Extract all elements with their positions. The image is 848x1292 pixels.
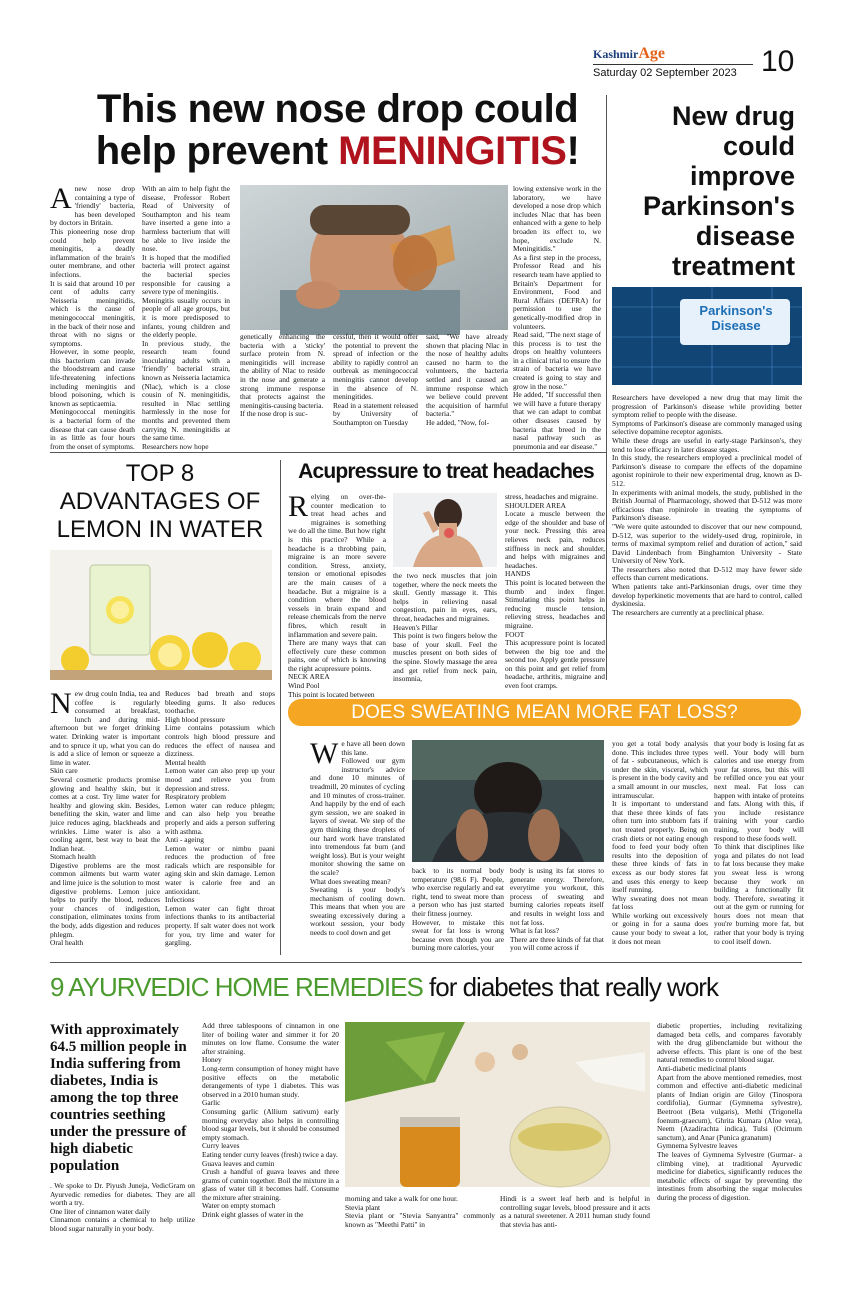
man-drinking-photo-icon: [240, 185, 508, 330]
meningitis-dropcap: A: [50, 182, 72, 215]
lemon-dropcap: N: [50, 687, 72, 720]
meningitis-col-6: lowing extensive work in the laboratory, we have developed a nose drop which includes Nlac that has been enhanced with a gene to help broaden its effect to, we hope, exclude N. Meningitidis." As a first step in the process, Professor Read and his research team have applied to Britain's Department for Environment, Food and Rural Affairs (DEFRA) for permission to use the genetically-modified drop in volunteers. Read said, "The next stage of this process is to test the drops on healthy volunteers in a clinical trial to ensure the strain of bacteria we have created is going to stay and grow in the nose." He added, "If successful then we will have a future therapy that we can adapt to combat other diseases caused by bacteria that breed in the nasal pathway such as pneumonia and ear disease.": [513, 184, 601, 451]
meningitis-col-1-text: new nose drop containing a type of 'friendly' bacteria, has been developed by doctors in Britain. This pioneering nose drop could help prevent meningitis, a deadly inflammation of the brain's outer membrane, and other infections. It is said that around 10 per cent of adults carry Neisseria meningitidis, which is the cause of meningococcal meningitis, in the back of their nose and throat with no signs or symptoms. However, in some people, this bacterium can invade the bloodstream and cause life-threatening infections including meningitis and blood poisoning, which is known as septicaemia. Meningococcal meningitis is a bacterial form of the disease that can cause death in as little as four hours from the onset of symptoms.: [50, 184, 135, 451]
ayurvedic-col-4: Hindi is a sweet leaf herb and is helpful in controlling sugar levels, blood pressure and it acts as a natural sweetener. A 2011 human study found that stevia has anti-: [500, 1194, 650, 1229]
parkinson-body: Researchers have developed a new drug that may limit the progression of Parkinson's disease while providing better symptom relief to people with the disease. Symptoms of Parkinson's disease are commonly managed using selective dopamine receptor agonists. While these drugs are useful in early-stage Parkinson's, they tend to lose efficacy in later disease stages. In this study, the researchers employed a preclinical model of Parkinson's disease to compare the effects of the dopamine agonist ropinirole to their new experimental drug, known as D-512. In experiments with animal models, the study, published in the British Journal of Pharmacology, showed that D-512 was more efficacious than ropinirole in treating the symptoms of Parkinson's disease. "We were quite astounded to discover that our new compound, D-512, was superior to the widely-used drug, ropinirole, in terms of maximal symptom relief and duration of action," said David Lindenbach from Binghamton University - State University of New York. The researchers also noted that D-512 may have fewer side effects than current medications. When patients take anti-Parkinsonian drugs, over time they develop hyperkinetic movements that are hard to control, called dyskinesia. The researchers are currently at a preclinical phase.: [612, 393, 802, 617]
brand-logo: [593, 46, 665, 63]
parkinson-headline: New drug could improve Parkinson's disease treatment: [643, 101, 795, 281]
meningitis-col-3: genetically enhancing the bacteria with a 'sticky' surface protein from N. meningitidis will increase the ability of Nlac to reside in the nose and generate a strong immune response that protects against the meningitis-causing bacteria. If the nose drop is suc-: [240, 332, 325, 419]
sweat-col-2: back to its normal body temperature (98.6 F). People, who exercise regularly and eat right, tend to sweat more than a person who has just started their fitness journey. However, to mistake this sweat for fat loss is wrong because even though you are burning more calories, your: [412, 866, 504, 953]
acupressure-dropcap: R: [288, 490, 309, 523]
divider-vertical-right: [606, 95, 607, 680]
parkinsons-screen-line1: Parkinson's: [699, 303, 773, 318]
meningitis-headline: [60, 88, 615, 172]
masthead-underline: [593, 64, 753, 65]
acupressure-col-3: stress, headaches and migraine. SHOULDER AREA Locate a muscle between the edge of the shoulder and base of your neck. Pressing this area relieves neck pain, reduces stiffness in neck and shoulder, and helps with migraines and headaches. HANDS This point is located between the thumb and index finger. Stimulating this point helps in reducing muscle tension, relieving stress, headaches and migraine. FOOT This acupressure point is located between the big toe and the second toe. Apply gentle pressure on this point and get relief from headache, arthritis, migraine and even foot cramps.: [505, 492, 605, 691]
sweat-col-3: body is using its fat stores to generate energy. Therefore, everytime you workout, this process of sweating and burning calories repeats itself and results in weight loss and not fat loss. What is fat loss? There are three kinds of fat that you will come across if: [510, 866, 604, 953]
sweat-col-5: that your body is losing fat as well. Your body will burn calories and use energy from your fat stores, but this will be refilled once you eat your next meal. Fat loss can happen with intake of proteins and fats. Along with this, if you include resistance training with your cardio training, your body will respond to these foods well. To think that disciplines like yoga and pilates do not lead to fat loss because they make you sweat less is wrong because they work on building a functionally fit body. Therefore, sweating it out at the gym or running for hours does not mean that you're burning more fat, but rather that your body is trying to cool itself down.: [714, 739, 804, 946]
meningitis-title-emphasis: MENINGITIS: [338, 129, 567, 173]
sweat-dropcap: W: [310, 737, 339, 770]
ayurvedic-col-3: morning and take a walk for one hour. Stevia plant Stevia plant or "Stevia Sanyantra" commonly known as "Meethi Patti" in: [345, 1194, 495, 1229]
parkinsons-screen-text: [684, 303, 788, 333]
meningitis-title-line2: [60, 130, 615, 172]
parkinsons-screen-photo-icon: [612, 287, 802, 385]
sweat-col-1: [310, 737, 405, 955]
meningitis-col-2: With an aim to help fight the disease, Professor Robert Read of University of Southampton and his team have inserted a gene into a harmless bacterium that will be able to live inside the nose. It is hoped that the modified bacteria will protect against the bacterial species responsible for causing a severe type of meningitis. Meningitis usually occurs in people of all age groups, but it is more predisposed to infants, young children and the elderly people. In previous study, the research team found inoculating adults with a 'friendly' bacterial strain, known as Neisseria lactamica (Nlac), which is a close cousin of N. meningitidis, resulted in Nlac settling harmlessly in the nose for months and prevented them carrying N. meningitidis at the same time. Researchers now hope: [142, 184, 230, 451]
masthead-date: Saturday 02 September 2023: [593, 67, 737, 79]
ayurvedic-headline: [50, 970, 802, 1004]
lemon-headline: TOP 8 ADVANTAGES OF LEMON IN WATER: [56, 460, 264, 543]
ayurvedic-col-5: diabetic properties, including revitalizing damaged beta cells, and compares favorably with the drug glibenclamide but without the adverse effects. This plant is one of the best natural remedies to control blood sugar. Anti-diabetic medicinal plants Apart from the above mentioned remedies, most common and effective anti-diabetic medicinal plants of Indian origin are Giloy (Tinospora cordifolia), Gurmar (Gymnema sylvestre), Beetroot (Beta vulgaris), Methi (Trigonella foenum-graecum), Ghrita Kumara (Aloe vera), Neem (Azadirachta indica), Tulsi (Ocimum sanctum), and Anar (Punica granatum) Gymnema Sylvestre leaves The leaves of Gymnema Sylvestre (Gurmar- a climbing vine), at traditional Ayurvedic medicine for diabetics, significantly reduces the metabolic effects of sugar by preventing the intestines from absorbing the sugar molecules during the process of digestion.: [657, 1021, 802, 1202]
brand-part1: Kashmir: [593, 47, 639, 61]
ayurvedic-col-2: Add three tablespoons of cinnamon in one liter of boiling water and simmer it for 20 minutes on low flame. Consume the water after straining. Honey Long-term consumption of honey might have positive effects on the metabolic derangements of type 1 diabetes. This was observed in a 2010 human study. Garlic Consuming garlic (Allium sativum) early morning everyday also helps in controlling blood sugar levels, but it should be consumed empty stomach. Curry leaves Eating tender curry leaves (fresh) twice a day. Guava leaves and cumin Crush a handful of guava leaves and three grams of cumin together. Boil the mixture in a glass of water till it becomes half. Consume the mixture after straining. Water on empty stomach Drink eight glasses of water in the: [202, 1021, 339, 1220]
masthead: [593, 46, 838, 86]
sweat-col-4: you get a total body analysis done. This includes three types of fat - subcutaneous, which is under the skin, visceral, which is present in the body cavity and a small amount in our muscles, intramuscular. It is important to understand that these three kinds of fats often turn into stubborn fats if not treated properly. Being on crash diets or not eating enough food to feed your body often results into the deposition of these three kinds of fats in excess as our body stores fat and uses this energy to keep itself running. Why sweating does not mean fat loss While working out excessively or going in for a sauna does cause your body to sweat a lot, it does not mean: [612, 739, 708, 946]
ayurvedic-col-1: . We spoke to Dr. Piyush Juneja, VedicGram on Ayurvedic remedies for diabetes. They are all worth a try. One liter of cinnamon water daily Cinnamon contains a chemical to help utilize blood sugar naturally in your body.: [50, 1181, 195, 1233]
meningitis-title-part-a: help prevent: [95, 129, 339, 173]
lemon-col-2: Reduces bad breath and stops bleeding gums. It also reduces toothache. High blood pressure Lime contains potassium which controls high blood pressure and reduces the effect of nausea and dizziness. Mental health Lemon water can also prep up your mood and relieve you from depression and stress. Respiratory problem Lemon water can reduce phlegm; and can also help you breathe properly and aids a person suffering with asthma. Anti - ageing Lemon water or nimbu paani reduces the production of free radicals which are responsible for aging skin and skin damage. Lemon water is calorie free and an antioxidant. Infections Lemon water can fight throat infections thanks to its antibacterial property. If salt water does not work for you, try lime and water for gargling.: [165, 689, 275, 948]
sweat-banner: [288, 699, 801, 726]
page-number: 10: [761, 45, 795, 78]
ayurvedic-lead: With approximately 64.5 million people in India suffering from diabetes, India is among the top three countries seething under the pressure of high diabetic population: [50, 1022, 187, 1174]
herbal-tea-photo-icon: [345, 1022, 650, 1187]
divider-sweat-bottom: [50, 962, 802, 963]
meningitis-title-part-c: !: [566, 129, 580, 173]
brand-part2: Age: [638, 45, 665, 62]
meningitis-col-4: cessful, then it would offer the potential to prevent the spread of infection or the ability to rapidly control an outbreak as meningococcal meningitis cannot develop in the absence of N. meningitides. Read in a statement released by University of Southampton on Tuesday: [333, 332, 418, 427]
lemon-col-1-text: ew drug couln India, tea and coffee is regularly consumed at breakfast, lunch and during mid-afternoon but we forget drinking water. Drinking water is important and to spruce it up, what you can do is add a slice of lemon or squeeze a lime in water. Skin care Several cosmetic products promise glowing and healthy skin, but it comes at a cost. Try lime water for healthy and glowing skin. Besides, benefiting the skin, water and lime juice reduces aging, blackheads and wrinkles. Lime water is also a cooling agent, best way to beat the Indian heat. Stomach health Digestive problems are the most common ailments but warm water and lime juice is the solution to most digestive problems. Lemon juice helps to purify the blood, reduces your chances of indigestion, constipation, eliminates toxins from the body, adds digestion and reduces phlegm. Oral health: [50, 689, 160, 948]
acupressure-col-1: [288, 490, 386, 699]
sweating-man-photo-icon: [412, 740, 604, 862]
acupressure-col-1-text: elying on over-the-counter medication to treat head aches and migraines is something we do all the time. But how right is this practice? While a headache is a throbbing pain, migraine is an more severe condition. Stress, anxiety, tension or emotional episodes are the main causes of a headache. But a migraine is a condition where the blood vessels in brain expand and release chemicals from the nerve fibres, which result in inflammation and severe pain. There are many ways that can effectively cure these common pains, one of which is knowing the right acupressure points. NECK AREA Wind Pool This point is located between: [288, 492, 386, 699]
lemon-water-photo-icon: [50, 550, 272, 680]
meningitis-title-line1: This new nose drop could: [96, 87, 579, 131]
meningitis-col-5: said, "We have already shown that placing Nlac in the nose of healthy adults caused no harm to the volunteers, the bacteria settled and it caused an immune response which we believe could prevent the acquisition of harmful bacteria." He added, "Now, fol-: [426, 332, 508, 427]
sweat-col-1-text: e have all been down this lane. Followed our gym instructor's advice and done 10 minutes of treadmill, 20 minutes of cycling and 10 minutes of cross-trainer. And happily by the end of each gym session, we are soaked in layers of sweat. We step of the gym thinking these droplets of our hard work have translated into tremendous fat burn (and weight loss). But is your weight monitor showing the same on the scale? What does sweating mean? Sweating is your body's mechanism of cooling down. This means that when you are sweating excessively during a workout session, your body needs to cool down and get: [310, 739, 405, 938]
sweat-headline: DOES SWEATING MEAN MORE FAT LOSS?: [351, 702, 738, 723]
divider-meningitis-bottom: [50, 452, 606, 453]
neck-pain-photo-icon: [393, 493, 497, 567]
divider-lemon-right: [280, 460, 281, 955]
acupressure-col-2: the two neck muscles that join together, where the neck meets the skull. Gently massage it. This helps in relieving nasal congestion, pain in eyes, ears, throat, headaches and migraines. Heaven's Pillar This point is two fingers below the base of your skull. Feel the muscles present on both sides of the spine. Slowly massage the area and get relief from neck pain, insomnia,: [393, 571, 497, 684]
acupressure-headline: Acupressure to treat headaches: [298, 460, 594, 483]
meningitis-col-1: [50, 182, 135, 451]
parkinsons-screen-line2: Disease: [711, 318, 761, 333]
lemon-col-1: [50, 687, 160, 952]
ayurvedic-title-black: for diabetes that really work: [422, 972, 718, 1002]
ayurvedic-title-green: 9 AYURVEDIC HOME REMEDIES: [50, 972, 423, 1002]
